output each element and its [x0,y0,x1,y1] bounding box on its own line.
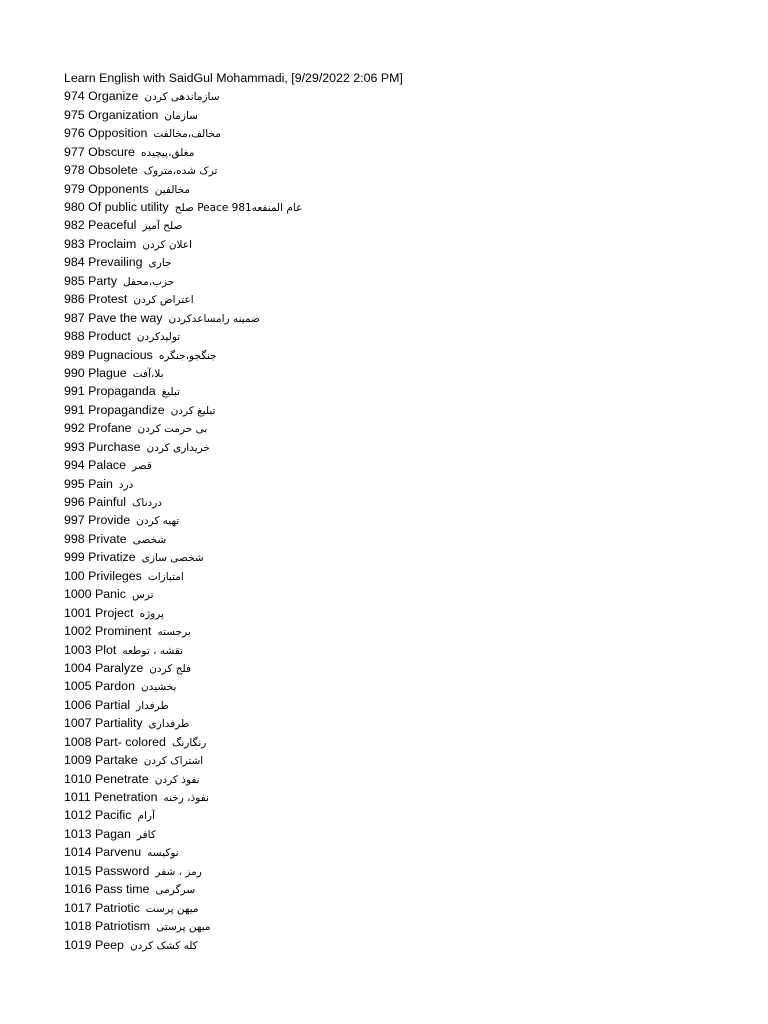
persian-translation: اشتراک کردن [143,755,204,768]
english-word: 990 Plague [64,365,127,380]
persian-translation: برجسته [157,626,191,639]
english-word: 996 Painful [64,495,127,510]
english-word: 1017 Patriotic [64,900,140,915]
persian-translation: رمز ، شفر [155,865,202,878]
vocabulary-entry [64,216,724,234]
vocabulary-entry [64,290,724,308]
english-word: 1012 Pacific [64,808,132,823]
persian-translation: بی حرمت کردن [137,423,208,436]
persian-translation: تبلیغ کردن [170,404,216,417]
persian-translation: جاری [148,257,172,270]
persian-translation: طرفداری [148,718,190,731]
persian-translation: مغلق،پیچیده [140,146,195,159]
english-word: 977 Obscure [64,144,135,159]
english-word: 1002 Prominent [64,624,152,639]
english-word: 985 Party [64,273,118,288]
english-word: 1000 Panic [64,587,127,602]
persian-translation: رنگارنگ [171,736,207,749]
vocabulary-entry [64,788,724,806]
vocabulary-entry [64,419,724,437]
english-word: 1003 Plot [64,642,117,657]
english-word: 1004 Paralyze [64,660,144,675]
persian-translation: سازماندهی کردن [144,91,220,104]
persian-translation: حزب،محفل [123,275,175,288]
vocabulary-entry [64,475,724,493]
vocabulary-entry [64,843,724,861]
vocabulary-entry [64,548,724,566]
english-word: 100 Privileges [64,568,142,583]
english-word: 982 Peaceful [64,218,137,233]
header-line: Learn English with SaidGul Mohammadi, [9/29/2022 2:06 PM] [64,71,403,85]
persian-translation: میهن پرست [145,902,199,915]
english-word: 995 Pain [64,476,113,491]
persian-translation: کله کشک کردن [129,939,198,952]
vocabulary-entry [64,714,724,732]
vocabulary-entry [64,751,724,769]
persian-translation: فلج کردن [149,662,192,675]
vocabulary-entry [64,604,724,622]
persian-translation: دردناک [132,497,162,510]
english-word: 992 Profane [64,421,132,436]
persian-translation: ضمینه رامساعدکردن [168,312,260,325]
persian-translation: تهیه کردن [136,515,180,528]
english-word: 1009 Partake [64,753,138,768]
english-word: 978 Obsolete [64,163,138,178]
persian-translation: تولیدکردن [136,331,181,344]
vocabulary-entry [64,161,724,179]
persian-translation: طرفدار [136,699,169,712]
english-word: 999 Privatize [64,550,136,565]
vocabulary-entry [64,493,724,511]
persian-translation: پروژه [139,607,164,620]
english-word: 1007 Partiality [64,716,143,731]
persian-translation: نفوذ، رخنه [163,792,209,805]
persian-translation: درد [118,478,134,491]
persian-translation: مخالفین [154,183,191,196]
persian-translation: آرام [137,810,155,823]
vocabulary-entry [64,862,724,880]
persian-translation: مخالف،مخالفت [153,128,221,141]
english-word: 1018 Patriotism [64,919,151,934]
vocabulary-entry [64,696,724,714]
vocabulary-entry [64,401,724,419]
english-word: 989 Pugnacious [64,347,153,362]
english-word: 983 Proclaim [64,236,137,251]
persian-translation: بخشیدن [140,681,177,694]
english-word: 984 Prevailing [64,255,143,270]
english-word: 993 Purchase [64,439,141,454]
english-word: 980 Of public utility [64,200,169,215]
persian-translation: تبلیغ [161,386,180,399]
english-word: 1016 Pass time [64,882,150,897]
vocabulary-entry [64,235,724,253]
english-word: 976 Opposition [64,126,148,141]
english-word: 975 Organization [64,107,159,122]
english-word: 994 Palace [64,458,127,473]
persian-translation: امتیازات [147,570,184,583]
vocabulary-entry [64,899,724,917]
document-content [64,69,724,954]
english-word: 1010 Penetrate [64,771,149,786]
english-word: 1013 Pagan [64,826,131,841]
vocabulary-list [64,87,724,954]
vocabulary-entry [64,917,724,935]
persian-translation: کافر [136,828,156,841]
persian-translation: صلح آمیز [142,220,183,233]
vocabulary-entry [64,677,724,695]
persian-translation: نقشه ، توطعه [122,644,184,657]
english-word: 988 Product [64,329,131,344]
vocabulary-entry [64,309,724,327]
persian-translation: عام المنفعه981 Peace صلح [174,202,303,215]
persian-translation: ترس [132,589,154,602]
vocabulary-entry [64,659,724,677]
persian-translation: سازمان [164,109,198,122]
persian-translation: نوکیسه [147,847,179,860]
vocabulary-entry [64,364,724,382]
persian-translation: جنگجو،جنگره [158,349,217,362]
vocabulary-entry [64,770,724,788]
persian-translation: خریداری کردن [146,441,210,454]
english-word: 974 Organize [64,89,139,104]
vocabulary-entry [64,87,724,105]
vocabulary-entry [64,253,724,271]
vocabulary-entry [64,456,724,474]
english-word: 998 Private [64,531,127,546]
english-word: 1011 Penetration [64,790,158,805]
vocabulary-entry [64,106,724,124]
english-word: 1006 Partial [64,697,131,712]
english-word: 979 Opponents [64,181,149,196]
english-word: 997 Provide [64,513,131,528]
persian-translation: بلا،آفت [132,367,164,380]
vocabulary-entry [64,511,724,529]
vocabulary-entry [64,585,724,603]
english-word: 986 Protest [64,292,128,307]
english-word: 1019 Peep [64,937,124,952]
vocabulary-entry [64,806,724,824]
vocabulary-entry [64,567,724,585]
english-word: 1014 Parvenu [64,845,142,860]
vocabulary-entry [64,622,724,640]
persian-translation: اعلان کردن [142,238,192,251]
vocabulary-entry [64,733,724,751]
vocabulary-entry [64,382,724,400]
vocabulary-entry [64,438,724,456]
persian-translation: نفوذ کردن [154,773,200,786]
vocabulary-entry [64,936,724,954]
vocabulary-entry [64,198,724,216]
english-word: 1005 Pardon [64,679,135,694]
vocabulary-entry [64,641,724,659]
vocabulary-entry [64,143,724,161]
vocabulary-entry [64,880,724,898]
persian-translation: اعتراض کردن [133,294,194,307]
persian-translation: شخصی سازی [141,552,204,565]
english-word: 1008 Part- colored [64,734,166,749]
persian-translation: ترک شده،متروک [143,165,218,178]
persian-translation: سرگرمی [155,884,196,897]
english-word: 1001 Project [64,605,134,620]
vocabulary-entry [64,530,724,548]
vocabulary-entry [64,272,724,290]
english-word: 991 Propagandize [64,402,165,417]
english-word: 987 Pave the way [64,310,163,325]
english-word: 991 Propaganda [64,384,156,399]
persian-translation: قصر [132,460,152,473]
vocabulary-entry [64,180,724,198]
vocabulary-entry [64,327,724,345]
vocabulary-entry [64,124,724,142]
english-word: 1015 Password [64,863,150,878]
persian-translation: میهن پرستی [156,921,211,934]
vocabulary-entry [64,346,724,364]
persian-translation: شخصی [132,533,167,546]
vocabulary-entry [64,825,724,843]
